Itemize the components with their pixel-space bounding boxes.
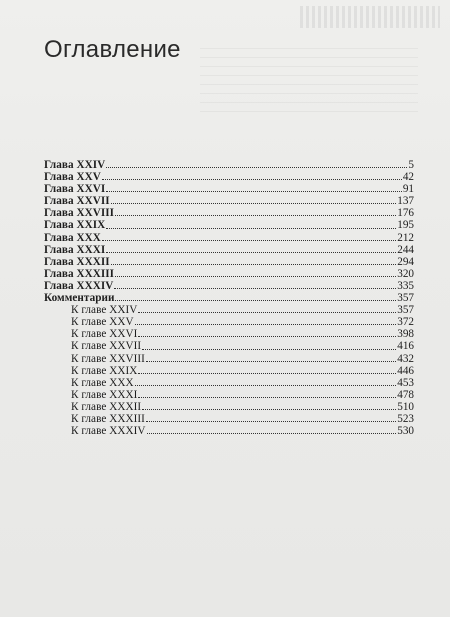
toc-entry-label: К главе XXXI	[71, 388, 138, 401]
toc-entry-label: К главе XXVII	[71, 340, 142, 353]
toc-entry	[44, 207, 414, 219]
toc-entry	[44, 292, 414, 304]
toc-entry	[44, 232, 414, 244]
dot-leader	[111, 202, 397, 204]
toc-entry-label: К главе XXIV	[71, 304, 138, 317]
toc-entry-page-number: 372	[397, 316, 414, 329]
dot-leader	[138, 396, 396, 398]
toc-subentry	[44, 377, 414, 389]
toc-entry-label: Глава XXIX	[44, 219, 106, 232]
toc-entry-label: К главе XXXII	[71, 400, 142, 413]
toc-entry-page-number: 510	[397, 400, 414, 413]
dot-leader	[138, 311, 396, 313]
show-through-text	[200, 48, 418, 120]
toc-subentry	[44, 340, 414, 352]
toc-entry	[44, 244, 414, 256]
dot-leader	[115, 214, 396, 216]
toc-subentry	[44, 401, 414, 413]
toc-entry-page-number: 530	[397, 425, 414, 438]
toc-entry	[44, 183, 414, 195]
toc-subentry	[44, 413, 414, 425]
toc-subentry	[44, 365, 414, 377]
toc-entry-label: К главе XXX	[71, 376, 134, 389]
toc-entry-label: К главе XXVIII	[71, 352, 145, 365]
dot-leader	[135, 384, 397, 386]
toc-subentry	[44, 425, 414, 437]
toc-entry-label: Глава XXVIII	[44, 207, 115, 220]
toc-subentry	[44, 316, 414, 328]
dot-leader	[146, 420, 396, 422]
dot-leader	[115, 275, 396, 277]
toc-entry-page-number: 523	[397, 412, 414, 425]
toc-entry-page-number: 335	[397, 279, 414, 292]
toc-entry-label: К главе XXXIV	[71, 425, 146, 438]
toc-entry-label: К главе XXIX	[71, 364, 138, 377]
toc-entry-page-number: 5	[408, 159, 414, 171]
toc-subentry	[44, 304, 414, 316]
toc-entry-page-number: 91	[402, 183, 414, 196]
toc-entry-page-number: 446	[397, 364, 414, 377]
dot-leader	[106, 190, 402, 192]
toc-entry-label: К главе XXVI	[71, 328, 138, 341]
dot-leader	[147, 432, 397, 434]
dot-leader	[111, 263, 397, 265]
toc-entry-page-number: 398	[397, 328, 414, 341]
toc-entry-page-number: 453	[397, 376, 414, 389]
toc-entry	[44, 159, 414, 171]
toc-entry-page-number: 137	[397, 195, 414, 208]
dot-leader	[138, 335, 396, 337]
toc-subentry	[44, 328, 414, 340]
dot-leader	[106, 251, 396, 253]
toc-entry	[44, 219, 414, 231]
toc-entry-label: К главе XXV	[71, 316, 134, 329]
toc-entry-label: Глава XXV	[44, 171, 101, 184]
toc-entry-label: Глава XXX	[44, 231, 101, 244]
dot-leader	[138, 372, 396, 374]
toc-entry-label: К главе XXXIII	[71, 412, 145, 425]
toc-subentry	[44, 389, 414, 401]
toc-entry-label: Глава XXXII	[44, 255, 110, 268]
toc-entry-page-number: 195	[397, 219, 414, 232]
toc-entry-page-number: 212	[397, 231, 414, 244]
toc-entry-label: Глава XXXIV	[44, 279, 114, 292]
dot-leader	[146, 360, 396, 362]
dot-leader	[135, 323, 397, 325]
toc-entry-page-number: 42	[402, 171, 414, 184]
toc-entry-label: Глава XXVI	[44, 183, 106, 196]
toc-entry-label: Глава XXXI	[44, 243, 106, 256]
show-through-header	[300, 6, 440, 28]
toc-entry	[44, 256, 414, 268]
toc-entry-page-number: 357	[397, 292, 414, 305]
toc-entry-label: Глава XXVII	[44, 195, 110, 208]
dot-leader	[106, 166, 407, 168]
dot-leader	[115, 299, 396, 301]
dot-leader	[102, 178, 402, 180]
toc-entry-page-number: 244	[397, 243, 414, 256]
toc-entry	[44, 268, 414, 280]
dot-leader	[114, 287, 396, 289]
dot-leader	[102, 239, 396, 241]
toc-entry-page-number: 320	[397, 267, 414, 280]
toc-entry-label: Глава XXXIII	[44, 267, 115, 280]
toc-entry-page-number: 357	[397, 304, 414, 317]
toc-entry-page-number: 176	[397, 207, 414, 220]
toc-entry-page-number: 432	[397, 352, 414, 365]
toc-entry	[44, 171, 414, 183]
toc-entry-page-number: 294	[397, 255, 414, 268]
toc-subentry	[44, 353, 414, 365]
dot-leader	[106, 227, 396, 229]
toc-entry-page-number: 416	[397, 340, 414, 353]
toc-entry-label: Глава XXIV	[44, 159, 106, 171]
dot-leader	[142, 348, 396, 350]
dot-leader	[142, 408, 396, 410]
toc-entry	[44, 280, 414, 292]
toc-entry-page-number: 478	[397, 388, 414, 401]
toc-entry	[44, 195, 414, 207]
table-of-contents	[44, 159, 414, 437]
toc-entry-label: Комментарии	[44, 292, 115, 305]
page-title: Оглавление	[44, 36, 181, 63]
